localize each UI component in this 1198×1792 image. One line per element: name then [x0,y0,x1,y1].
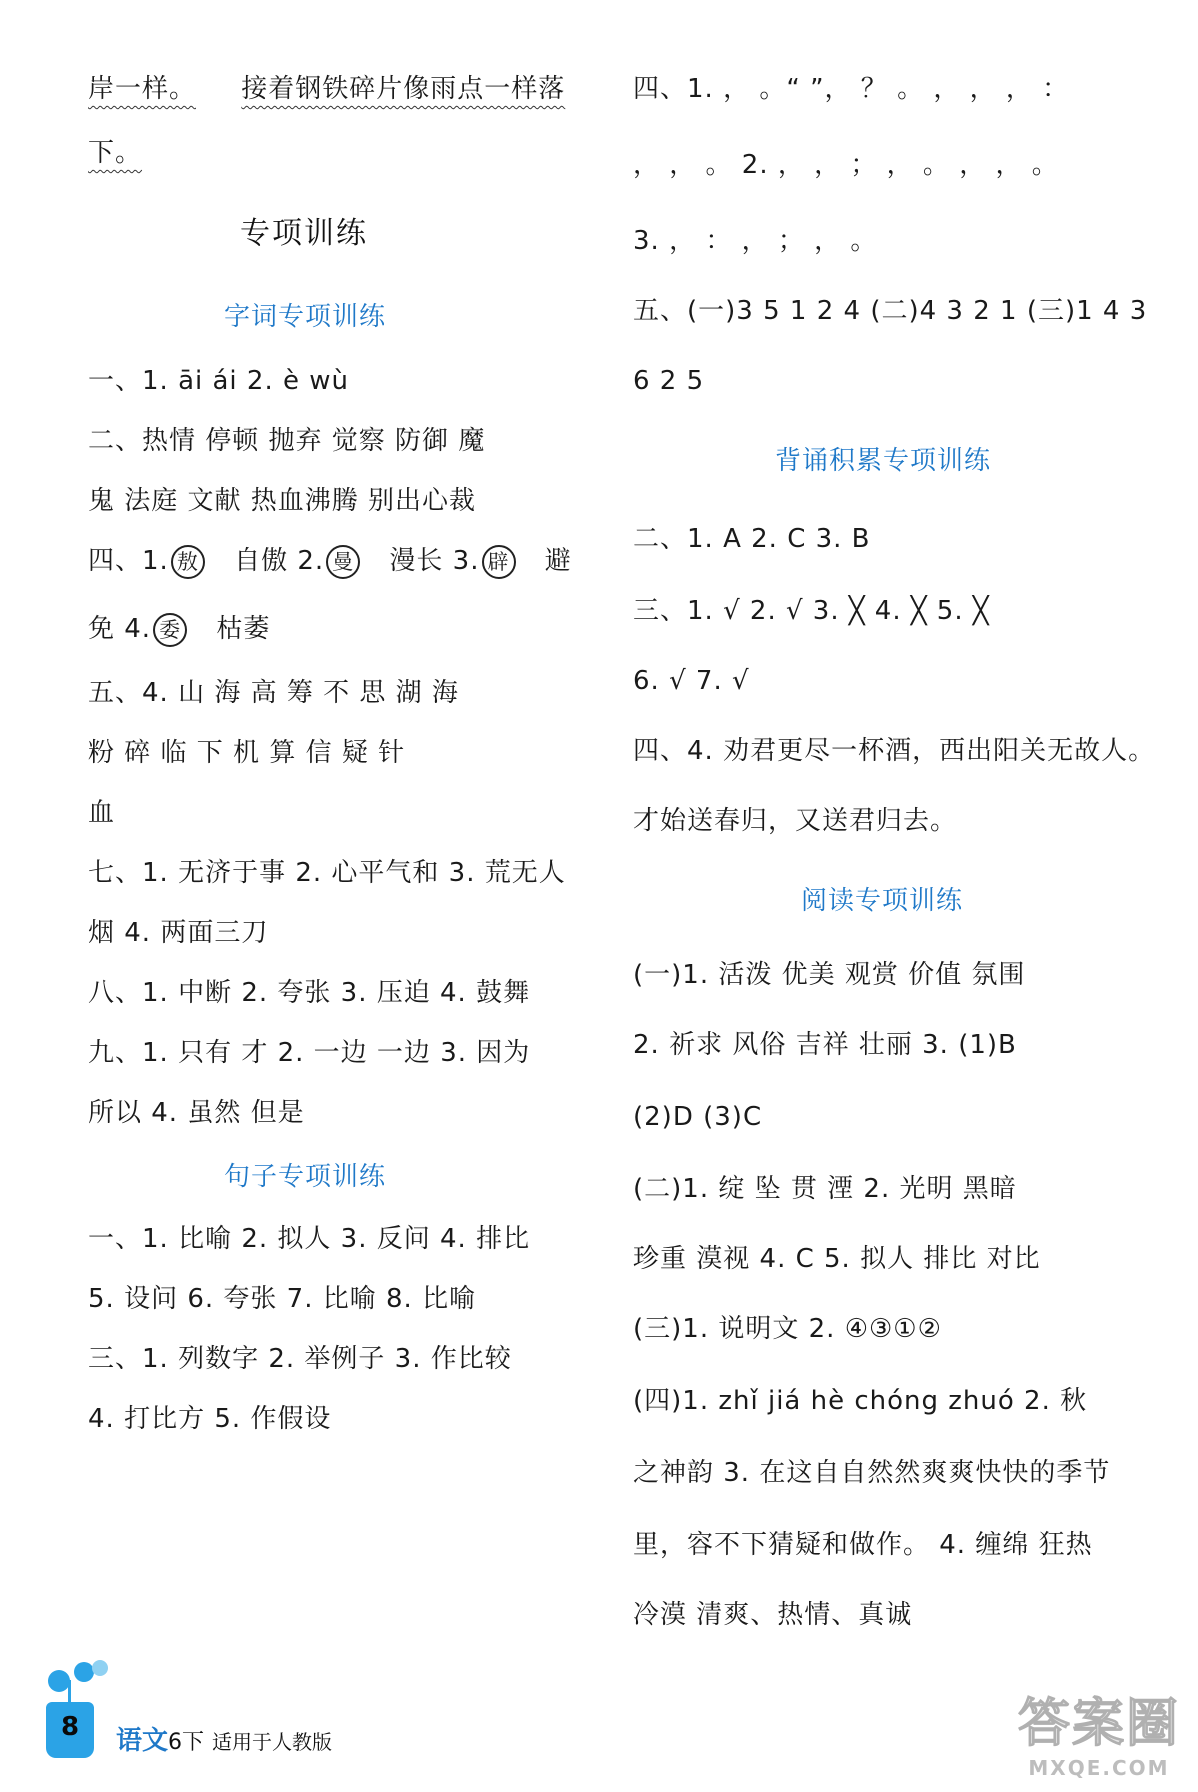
reading-line-6: (三)1. 说明文 2. ④③①② [633,1314,942,1344]
reading-line-10: 冷漠 清爽、热情、真诚 [633,1600,913,1630]
words-line-3: 鬼 法庭 文献 热血沸腾 别出心裁 [88,486,477,516]
reading-line-5: 珍重 漠视 4. C 5. 拟人 排比 对比 [633,1244,1041,1274]
sentence-line-2: 5. 设问 6. 夸张 7. 比喻 8. 比喻 [88,1284,477,1314]
section-title: 专项训练 [240,216,368,251]
recite-line-2: 三、1. √ 2. √ 3. ╳ 4. ╳ 5. ╳ [633,596,990,626]
intro-line-2 [88,136,142,170]
plant-leaf-icon-2 [74,1662,94,1682]
q4b-prefix: 免 4. [88,614,152,644]
watermark-url: MXQE.COM [1028,1756,1170,1780]
punct-line-1: 四、1. ， 。“ ”， ？ 。 ， ， ， ： [633,74,1070,104]
words-line-10: 烟 4. 两面三刀 [88,918,269,948]
page-number: 8 [60,1712,80,1742]
plant-leaf-icon [48,1670,70,1692]
reading-training-title: 阅读专项训练 [801,886,964,916]
reading-line-7: (四)1. zhǐ jiá hè chóng zhuó 2. 秋 [633,1386,1088,1416]
intro-line-1 [88,72,565,106]
order-line-2: 6 2 5 [633,366,705,396]
reading-line-4: (二)1. 绽 坠 贯 湮 2. 光明 黑暗 [633,1174,1017,1204]
words-line-8: 血 [88,798,116,828]
circled-char-4: 委 [153,613,187,647]
q4-word-3: 避 [544,546,572,576]
recite-line-4: 四、4. 劝君更尽一杯酒，西出阳关无故人。 [633,736,1156,766]
words-line-11: 八、1. 中断 2. 夸张 3. 压迫 4. 鼓舞 [88,978,531,1008]
circled-char-2: 曼 [326,545,360,579]
page-footer [40,1660,460,1770]
reading-line-3: (2)D (3)C [633,1102,763,1132]
recite-training-title: 背诵积累专项训练 [775,446,992,476]
reading-line-8: 之神韵 3. 在这自自然然爽爽快快的季节 [633,1458,1111,1488]
reading-line-1: (一)1. 活泼 优美 观赏 价值 氛围 [633,960,1026,990]
footer-subject [116,1720,332,1757]
words-training-title: 字词专项训练 [224,302,387,332]
recite-line-1: 二、1. A 2. C 3. B [633,524,871,554]
sentence-training-title: 句子专项训练 [224,1162,387,1192]
grade-label: 6下 [168,1730,205,1755]
words-line-6: 五、4. 山 海 高 筹 不 思 湖 海 [88,678,459,708]
intro-wavy-1: 岸一样。 [88,74,197,104]
watermark [1018,1681,1180,1780]
words-line-1: 一、1. āi ái 2. è wù [88,366,349,396]
words-line-4 [88,544,572,578]
intro-wavy-3: 下。 [88,138,143,168]
q4b-word: 枯萎 [216,614,271,644]
words-line-5 [88,612,270,646]
words-line-2: 二、热情 停顿 抛弃 觉察 防御 魔 [88,426,486,456]
edition-label: 适用于人教版 [212,1730,333,1754]
punct-line-3: 3. ， ： ， ； ， 。 [633,226,878,256]
sentence-line-3: 三、1. 列数字 2. 举例子 3. 作比较 [88,1344,512,1374]
reading-line-9: 里，容不下猜疑和做作。 4. 缠绵 狂热 [633,1530,1093,1560]
reading-line-2: 2. 祈求 风俗 吉祥 壮丽 3. (1)B [633,1030,1017,1060]
words-line-7: 粉 碎 临 下 机 算 信 疑 针 [88,738,406,768]
sentence-line-1: 一、1. 比喻 2. 拟人 3. 反问 4. 排比 [88,1224,531,1254]
order-line-1: 五、(一)3 5 1 2 4 (二)4 3 2 1 (三)1 4 3 [633,296,1148,326]
words-line-12: 九、1. 只有 才 2. 一边 一边 3. 因为 [88,1038,531,1068]
q4-word-1: 自傲 2. [234,546,325,576]
words-line-13: 所以 4. 虽然 但是 [88,1098,305,1128]
recite-line-3: 6. √ 7. √ [633,666,750,696]
q4-word-2: 漫长 3. [389,546,480,576]
circled-char-1: 敖 [171,545,205,579]
circled-char-3: 辟 [482,545,516,579]
punct-line-2: ， ， 。 2. ， ， ； ， 。 ， ， 。 [633,150,1059,180]
subject-label: 语文 [116,1726,169,1756]
sentence-line-4: 4. 打比方 5. 作假设 [88,1404,332,1434]
recite-line-5: 才始送春归，又送君归去。 [633,806,958,836]
watermark-logo: 答案圈 [1017,1694,1180,1754]
intro-wavy-2: 接着钢铁碎片像雨点一样落 [241,74,566,104]
words-line-9: 七、1. 无济于事 2. 心平气和 3. 荒无人 [88,858,566,888]
q4-prefix: 四、1. [88,546,169,576]
plant-leaf-icon-3 [92,1660,108,1676]
